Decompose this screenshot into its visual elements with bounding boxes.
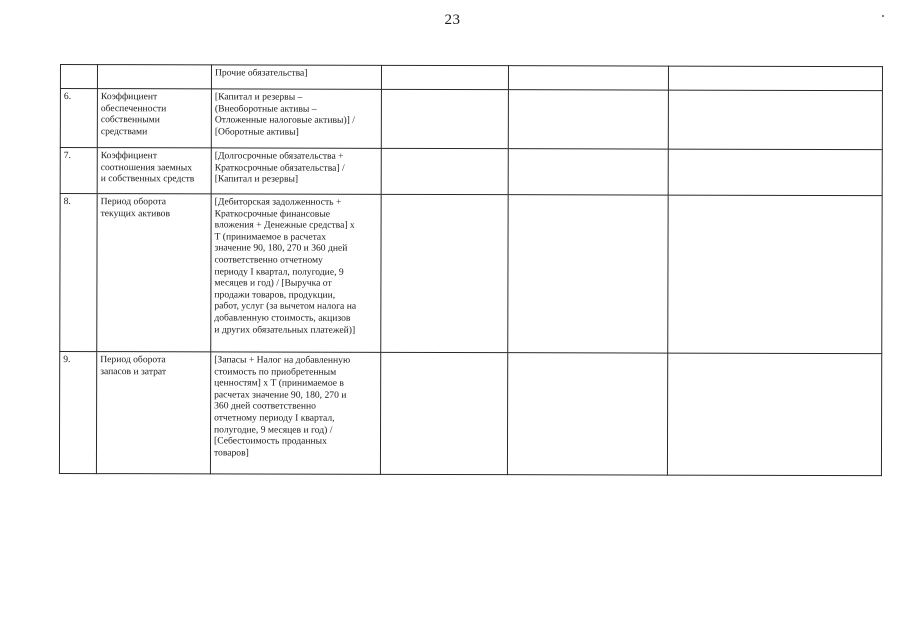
indicator-name-cell: Коэффициент обеспеченности собственными средствами bbox=[97, 89, 211, 148]
indicator-name-cell: Коэффициент соотношения заемных и собственных средств bbox=[97, 148, 211, 194]
empty-value-cell bbox=[508, 66, 668, 90]
formula-cell: [Долгосрочные обязательства + Краткосрочные обязательства] / [Капитал и резервы] bbox=[211, 148, 381, 194]
table-row bbox=[60, 148, 882, 196]
formula-cell: [Запасы + Налог на добавленную стоимость по приобретенным ценностям] х Т (принимаемое в расчетах значение 90, 180, 270 и 360 дней соответственно отчетному периоду I квартал, полугодие, 9 месяцев и год) / [Себестоимость проданных товаров] bbox=[210, 352, 380, 474]
formula-cell: [Дебиторская задолженность + Краткосрочные финансовые вложения + Денежные средства] х Т (принимаемое в расчетах значение 90, 180, 270 и 360 дней соответственно отчетному периоду I квартал, полугодие, 9 месяцев и год) / [Выручка от продажи товаров, продукции, работ, услуг (за вычетом налога на добавленную стоимость, акцизов и других обязательных платежей)] bbox=[211, 194, 381, 352]
formula-cell: [Капитал и резервы – (Внеоборотные активы – Отложенные налоговые активы)] / [Оборотные активы] bbox=[211, 89, 381, 148]
scan-speck bbox=[882, 15, 884, 17]
table-row bbox=[60, 89, 882, 150]
row-number-cell: 8. bbox=[60, 194, 97, 352]
empty-value-cell bbox=[507, 353, 667, 475]
table-row bbox=[60, 194, 882, 354]
empty-value-cell bbox=[668, 90, 882, 150]
indicator-name-cell: Период оборота запасов и затрат bbox=[96, 352, 210, 474]
empty-value-cell bbox=[508, 195, 668, 353]
empty-value-cell bbox=[668, 149, 882, 196]
empty-value-cell bbox=[381, 148, 508, 194]
indicators-table bbox=[59, 64, 883, 476]
empty-value-cell bbox=[668, 195, 882, 354]
indicator-name-cell bbox=[97, 65, 211, 89]
row-number-cell: 9. bbox=[59, 352, 96, 474]
empty-value-cell bbox=[381, 89, 508, 148]
row-number-cell bbox=[60, 65, 97, 89]
empty-value-cell bbox=[381, 65, 508, 89]
formula-cell: Прочие обязательства] bbox=[211, 65, 381, 89]
table-row bbox=[60, 65, 882, 91]
row-number-cell: 7. bbox=[60, 148, 97, 194]
empty-value-cell bbox=[508, 90, 668, 149]
empty-value-cell bbox=[380, 352, 507, 474]
empty-value-cell bbox=[668, 66, 882, 91]
row-number-cell: 6. bbox=[60, 89, 97, 148]
indicator-name-cell: Период оборота текущих активов bbox=[97, 194, 211, 352]
page-number: 23 bbox=[444, 12, 461, 28]
empty-value-cell bbox=[667, 353, 881, 476]
empty-value-cell bbox=[381, 194, 508, 352]
table-row bbox=[59, 352, 881, 476]
empty-value-cell bbox=[508, 149, 668, 195]
